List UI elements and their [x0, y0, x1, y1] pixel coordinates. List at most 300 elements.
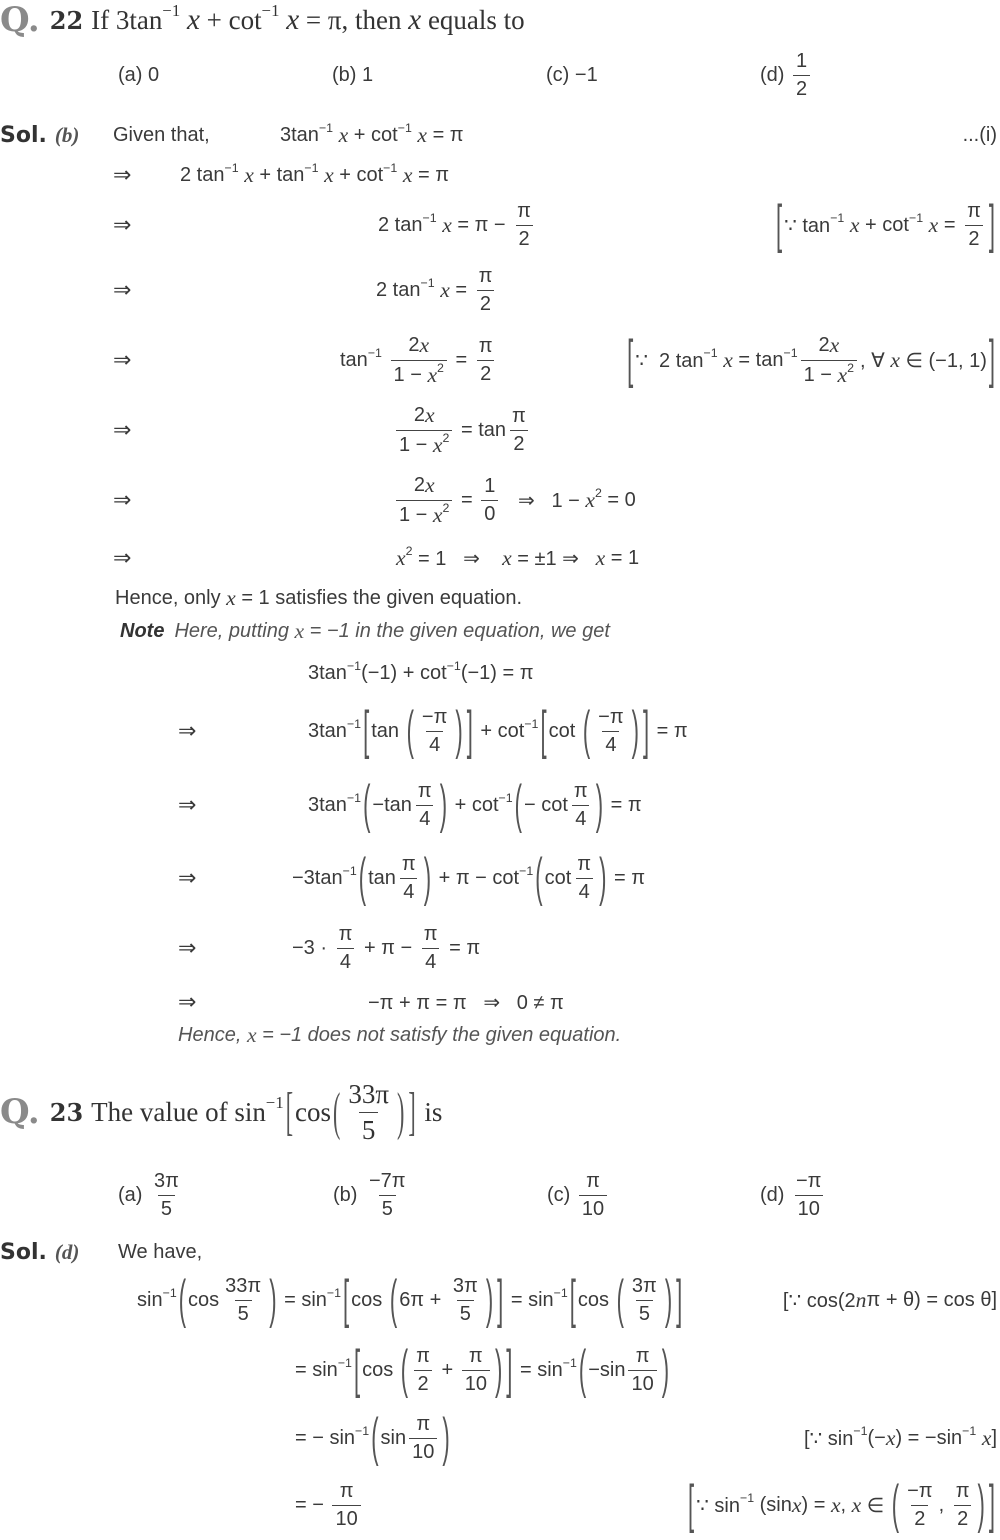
implies-arrow: ⇒ — [113, 347, 132, 372]
math-text: 1 − — [399, 503, 433, 526]
fraction — [793, 1170, 824, 1221]
equation-line — [295, 1335, 671, 1405]
equation-line — [295, 1470, 364, 1540]
math-text: + — [435, 1358, 459, 1381]
fraction — [595, 706, 626, 757]
denominator — [516, 225, 533, 251]
numerator — [793, 50, 810, 75]
variable: x — [440, 277, 450, 302]
math-text: = ±1 ⇒ — [511, 547, 596, 570]
math-text: sin — [380, 1426, 407, 1449]
math-text: π — [955, 1479, 970, 1502]
math-text: π — [339, 1479, 354, 1502]
numerator — [413, 1413, 433, 1438]
close-delimiter: ) — [396, 1080, 405, 1141]
superscript: 2 — [405, 544, 413, 559]
fraction — [476, 265, 496, 316]
fraction — [476, 335, 496, 386]
math-text: , — [938, 1493, 950, 1516]
math-text: cot — [548, 719, 581, 742]
math-text: ∈ (−1, 1) — [899, 349, 987, 372]
numerator — [419, 706, 450, 731]
option — [546, 40, 598, 110]
math-text: π — [401, 852, 416, 875]
math-text: = − sin — [295, 1426, 356, 1449]
math-text: −tan — [372, 793, 412, 816]
math-text: = π, then — [299, 4, 409, 35]
math-text: 1 − — [803, 363, 838, 386]
fraction — [396, 403, 452, 458]
superscript: −1 — [962, 1424, 977, 1439]
superscript: −1 — [224, 161, 239, 176]
math-text: 33π — [225, 1274, 262, 1297]
denominator — [793, 75, 810, 101]
superscript: −1 — [524, 717, 539, 732]
superscript: −1 — [162, 1286, 177, 1301]
close-delimiter: ] — [988, 193, 995, 254]
denominator — [416, 805, 433, 831]
open-delimiter: ( — [178, 1268, 187, 1329]
option-label: (c) — [546, 63, 575, 86]
denominator — [572, 805, 589, 831]
open-delimiter: [ — [363, 699, 370, 760]
equation-reason — [774, 190, 997, 260]
implies-arrow: ⇒ — [113, 545, 132, 570]
implies-arrow: ⇒ — [113, 277, 132, 302]
superscript: −1 — [383, 161, 398, 176]
variable: x — [830, 1492, 841, 1517]
variable: x — [890, 347, 900, 372]
close-delimiter: ] — [497, 1268, 504, 1329]
equation-line — [378, 190, 537, 260]
close-delimiter: ] — [642, 699, 650, 760]
math-text: 2 — [479, 292, 492, 315]
variable: x — [427, 362, 438, 387]
variable: x — [338, 122, 349, 147]
math-text: 2 — [513, 432, 525, 455]
numerator — [476, 335, 496, 360]
implies-arrow: ⇒ — [113, 417, 132, 442]
fraction — [574, 853, 594, 904]
superscript: −1 — [739, 1491, 755, 1506]
intro-text: Given that, — [113, 123, 210, 146]
math-text: = π — [605, 793, 642, 816]
open-delimiter: [ — [775, 193, 783, 254]
math-text: + cot — [333, 163, 384, 186]
math-text: + cot — [348, 123, 398, 146]
variable: x — [424, 472, 435, 497]
implies-arrow: ⇒ — [178, 718, 197, 743]
denominator — [337, 948, 354, 974]
variable: x — [585, 487, 595, 512]
math-text: 1 — [362, 63, 374, 86]
variable: x — [981, 1425, 992, 1450]
math-text: = π − — [451, 213, 512, 236]
math-text: + π − cot — [433, 866, 520, 889]
numerator — [953, 1480, 973, 1505]
superscript: −1 — [318, 121, 334, 136]
equation-line — [292, 843, 645, 913]
math-text: ∵ sin — [696, 1494, 740, 1517]
variable: x — [294, 618, 305, 643]
math-text: 2 — [818, 333, 830, 356]
math-text: −7π — [369, 1169, 406, 1192]
math-text: ) = −sin — [895, 1426, 963, 1449]
numerator — [421, 923, 441, 948]
math-text: (−1) = π — [460, 661, 534, 684]
denominator — [391, 360, 447, 388]
numerator — [904, 1480, 935, 1505]
math-text: = π — [443, 936, 481, 959]
denominator — [477, 290, 494, 316]
math-text: 3tan — [308, 719, 347, 742]
math-text: 4 — [419, 807, 431, 830]
implies-arrow: ⇒ — [178, 989, 197, 1014]
denominator — [400, 878, 417, 904]
fraction — [413, 1345, 433, 1396]
math-text: π — [577, 852, 592, 875]
fraction — [793, 50, 810, 101]
close-delimiter: ) — [595, 773, 604, 834]
math-text: − cot — [523, 793, 568, 816]
open-delimiter: ( — [582, 699, 591, 760]
close-delimiter: ) — [664, 1268, 673, 1329]
denominator — [379, 1195, 396, 1221]
math-text: + π − — [358, 936, 418, 959]
equation-line — [308, 770, 642, 840]
numerator — [571, 780, 591, 805]
variable: x — [885, 1425, 896, 1450]
math-text: + cot — [199, 4, 262, 35]
open-delimiter: ( — [333, 1080, 341, 1141]
math-text: 2 tan — [378, 213, 423, 236]
numerator — [595, 706, 626, 731]
denominator — [636, 1300, 653, 1326]
fraction — [509, 405, 529, 456]
numerator — [399, 853, 419, 878]
superscript: −1 — [498, 791, 513, 806]
equation-reason — [625, 325, 997, 395]
option-label: (b) — [332, 63, 362, 86]
superscript: −1 — [337, 1356, 352, 1371]
option-label: (d) — [760, 1183, 790, 1206]
equation-line — [295, 1403, 452, 1473]
math-text: = π — [608, 866, 645, 889]
equation-line — [308, 696, 688, 766]
option — [333, 1160, 412, 1230]
numerator — [411, 403, 438, 430]
superscript: −1 — [703, 346, 718, 361]
math-text: π — [517, 199, 531, 222]
denominator — [332, 1505, 360, 1531]
math-text: −π + π = π ⇒ 0 ≠ π — [368, 991, 564, 1014]
denominator — [235, 1300, 252, 1326]
superscript: −1 — [853, 1424, 868, 1439]
math-text: ∵ tan — [784, 214, 831, 237]
math-text: = −1 does not satisfy the given equation. — [256, 1023, 622, 1046]
math-text: 4 — [425, 950, 437, 973]
question-mark-label: Q. — [0, 1092, 40, 1132]
solution-label: Sol. — [0, 122, 47, 148]
close-delimiter: ) — [485, 1268, 494, 1329]
fraction — [399, 853, 419, 904]
math-text: 10 — [631, 1372, 654, 1395]
math-text: 2 — [796, 77, 808, 100]
variable: x — [417, 122, 428, 147]
math-text: = π — [651, 719, 688, 742]
math-text: 3π — [154, 1169, 179, 1192]
superscript: 2 — [437, 361, 444, 376]
variable: x — [396, 545, 406, 570]
math-text: 2 — [914, 1507, 926, 1530]
math-text — [382, 349, 388, 372]
denominator — [576, 878, 593, 904]
close-delimiter: ] — [466, 699, 473, 760]
numerator — [514, 200, 534, 225]
fraction — [415, 780, 435, 831]
math-text: −1 — [574, 63, 598, 86]
question-number: 22 — [49, 5, 84, 35]
question-number: 23 — [49, 1097, 84, 1127]
denominator — [954, 1505, 971, 1531]
superscript: 2 — [594, 486, 602, 501]
implies-arrow: ⇒ — [178, 865, 197, 890]
open-delimiter: ( — [514, 773, 522, 834]
denominator — [801, 360, 857, 388]
denominator — [477, 360, 494, 386]
math-text: [∵ sin — [803, 1427, 854, 1450]
denominator — [579, 1195, 607, 1221]
superscript: −1 — [422, 211, 437, 226]
option — [760, 1160, 827, 1230]
superscript: −1 — [346, 659, 362, 674]
open-delimiter: [ — [627, 328, 634, 389]
open-delimiter: ( — [535, 846, 543, 907]
denominator — [462, 1370, 490, 1396]
math-text: π — [573, 779, 588, 802]
math-text: (sin — [754, 1493, 792, 1516]
superscript: −1 — [304, 161, 319, 176]
math-text: = −1 in the given equation, we get — [304, 619, 610, 642]
math-text: 2 — [417, 1372, 429, 1395]
denominator — [457, 1300, 474, 1326]
superscript: −1 — [346, 717, 362, 732]
variable: x — [595, 545, 606, 570]
math-text: Hence, — [178, 1023, 247, 1046]
numerator — [450, 1275, 481, 1300]
math-text: π — [512, 404, 526, 427]
math-text: 2 — [518, 227, 530, 250]
question-text — [91, 0, 525, 37]
open-delimiter: ( — [371, 1406, 379, 1467]
variable: x — [442, 212, 452, 237]
math-text: π — [338, 922, 353, 945]
superscript: 2 — [847, 361, 855, 376]
denominator — [426, 731, 443, 757]
superscript: −1 — [553, 1286, 568, 1301]
numerator — [345, 1079, 392, 1112]
math-text: = sin — [514, 1358, 563, 1381]
superscript: −1 — [562, 1356, 577, 1371]
open-delimiter: [ — [285, 1080, 294, 1141]
fraction — [396, 473, 452, 528]
math-text: π — [478, 264, 493, 287]
math-text: = π — [427, 123, 464, 146]
numerator — [815, 333, 842, 360]
fraction — [222, 1275, 264, 1326]
numerator — [336, 923, 356, 948]
numerator — [415, 780, 435, 805]
superscript: −1 — [265, 1092, 284, 1112]
math-text: = — [455, 488, 479, 511]
math-text: , — [840, 1493, 852, 1516]
numerator — [405, 333, 432, 360]
math-text: π — [586, 1169, 600, 1192]
denominator — [414, 1370, 431, 1396]
math-text: + cot — [859, 213, 909, 236]
option-label: (d) — [760, 63, 790, 86]
math-text: 33π — [348, 1078, 389, 1109]
question-22 — [0, 0, 525, 55]
math-text: 5 — [638, 1302, 650, 1325]
math-text: Here, putting — [174, 619, 295, 642]
math-text: 10 — [464, 1372, 487, 1395]
open-delimiter: ( — [400, 1338, 409, 1399]
math-text: cos — [362, 1358, 399, 1381]
math-text: 2 — [968, 227, 980, 250]
superscript: −1 — [783, 346, 798, 361]
fraction — [421, 923, 441, 974]
math-text: 1 — [796, 49, 808, 72]
math-text: sin — [137, 1288, 163, 1311]
math-text: + tan — [253, 163, 305, 186]
open-delimiter: [ — [687, 1473, 695, 1534]
math-text: 1 − — [399, 433, 433, 456]
math-text: π + θ) = cos θ] — [866, 1288, 997, 1311]
variable: x — [286, 3, 300, 36]
math-text: tan — [340, 348, 368, 371]
variable: x — [408, 3, 422, 36]
math-text: tan — [371, 719, 405, 742]
implies-arrow: ⇒ — [178, 792, 197, 817]
math-text: 4 — [339, 950, 352, 973]
variable: x — [402, 162, 413, 187]
math-text: π — [423, 922, 438, 945]
fraction — [462, 1345, 490, 1396]
math-text: ) = — [801, 1493, 831, 1516]
variable: x — [432, 502, 443, 527]
numerator — [411, 473, 438, 500]
option — [760, 40, 813, 110]
fraction — [953, 1480, 973, 1531]
equation-reason — [963, 100, 997, 170]
math-text: = — [449, 278, 473, 301]
math-text: (−1) + cot — [361, 661, 447, 684]
fraction — [419, 706, 450, 757]
variable: x — [424, 402, 435, 427]
math-text: = sin — [295, 1358, 338, 1381]
answer-choice: (d) — [54, 1239, 80, 1264]
math-text: π — [967, 199, 981, 222]
solution-header — [0, 100, 79, 170]
math-text: If 3tan — [91, 4, 163, 35]
numerator — [413, 1345, 433, 1370]
denominator — [628, 1370, 656, 1396]
fraction — [579, 1170, 607, 1221]
option-label: (b) — [333, 1183, 363, 1206]
math-text: = tan — [455, 418, 507, 441]
variable: n — [855, 1287, 867, 1312]
variable: x — [244, 162, 254, 187]
math-text: = — [938, 213, 962, 236]
close-delimiter: ) — [599, 846, 607, 907]
numerator — [583, 1170, 603, 1195]
math-text: 4 — [429, 733, 441, 756]
superscript: −1 — [420, 276, 435, 291]
solution-header — [0, 1217, 79, 1287]
open-delimiter: ( — [578, 1338, 587, 1399]
option-label: (c) — [547, 1183, 576, 1206]
math-text: −π — [796, 1169, 822, 1192]
variable: x — [829, 332, 840, 357]
math-text: = sin — [278, 1288, 327, 1311]
math-text: π — [417, 779, 432, 802]
option — [547, 1160, 610, 1230]
numerator — [509, 405, 529, 430]
answer-choice: (b) — [54, 122, 80, 147]
math-text: = tan — [732, 348, 784, 371]
math-text — [180, 5, 187, 36]
fraction — [629, 1275, 660, 1326]
open-delimiter: ( — [389, 1268, 398, 1329]
math-text: 3tan — [280, 123, 319, 146]
close-delimiter: ) — [631, 699, 639, 760]
fraction — [409, 1413, 437, 1464]
fraction — [904, 1480, 935, 1531]
math-text: Hence, only — [115, 586, 227, 609]
superscript: −1 — [326, 1286, 342, 1301]
fraction — [481, 475, 498, 526]
option-label: (a) — [118, 1183, 148, 1206]
variable: x — [419, 332, 430, 357]
math-text: −3tan — [292, 866, 343, 889]
close-delimiter: ] — [988, 1473, 995, 1534]
math-text: 10 — [335, 1507, 358, 1530]
numerator — [793, 1170, 824, 1195]
fraction — [345, 1079, 392, 1146]
math-text: cos — [577, 1288, 615, 1311]
math-text: = − — [295, 1493, 330, 1516]
fraction — [366, 1170, 409, 1221]
variable: x — [837, 362, 848, 387]
variable: x — [849, 212, 860, 237]
denominator — [911, 1505, 928, 1531]
numerator — [337, 1480, 357, 1505]
math-text: −sin — [588, 1358, 626, 1381]
equation-reason — [686, 1470, 997, 1540]
math-text: ∵ 2 tan — [635, 349, 704, 372]
denominator — [359, 1112, 379, 1146]
math-text: is — [417, 1096, 443, 1127]
equation-line — [137, 1265, 684, 1335]
equation-line — [376, 255, 498, 325]
superscript: −1 — [346, 791, 362, 806]
math-text: −π — [907, 1479, 933, 1502]
math-text: ...(i) — [962, 123, 997, 146]
superscript: −1 — [519, 864, 534, 879]
numerator — [366, 1170, 409, 1195]
numerator — [466, 1345, 486, 1370]
